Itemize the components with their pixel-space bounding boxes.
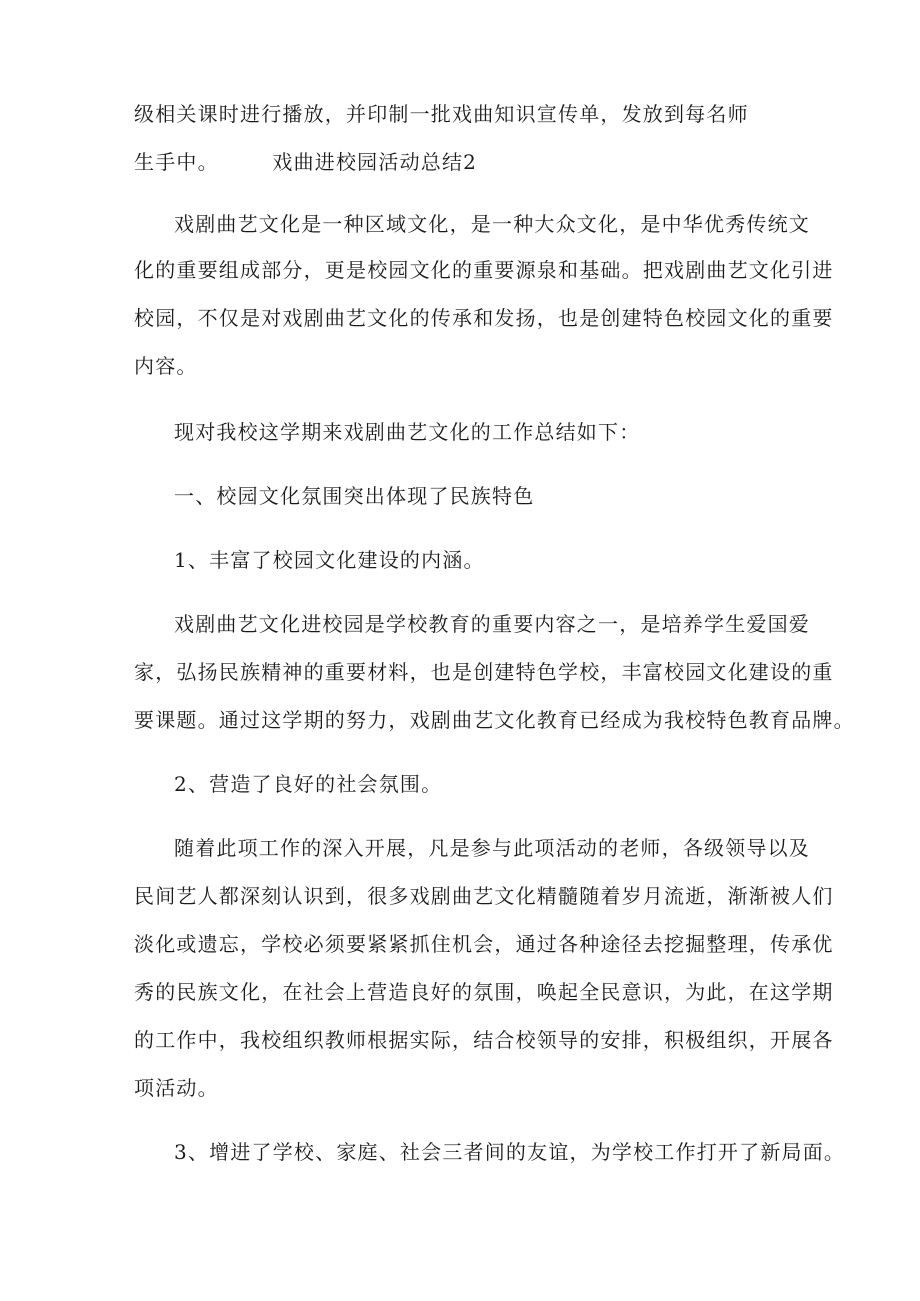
intro-line-2: 化的重要组成部分，更是校园文化的重要源泉和基础。把戏剧曲艺文化引进 [134,258,834,282]
part-one-heading: 一、校园文化氛围突出体现了民族特色 [174,484,535,508]
carryover-line-2-text: 生手中。 [134,150,219,174]
carryover-line-1: 级相关课时进行播放，并印制一批戏曲知识宣传单，发放到每名师 [134,102,749,126]
item-2-line-1: 随着此项工作的深入开展，凡是参与此项活动的老师，各级领导以及 [174,836,810,860]
item-1-heading: 1、丰富了校园文化建设的内涵。 [174,548,485,572]
intro-line-1: 戏剧曲艺文化是一种区域文化，是一种大众文化，是中华优秀传统文 [174,212,810,236]
carryover-line-2 [134,148,477,176]
item-2-line-6: 项活动。 [134,1076,219,1100]
item-2-line-3: 淡化或遗忘，学校必须要紧紧抓住机会，通过各种途径去挖掘整理，传承优 [134,932,834,956]
section-title: 戏曲进校园活动总结2 [272,150,478,174]
intro-line-4: 内容。 [134,354,198,378]
summary-lead: 现对我校这学期来戏剧曲艺文化的工作总结如下： [174,420,641,444]
item-2-line-5: 的工作中，我校组织教师根据实际，结合校领导的安排，积极组织，开展各 [134,1028,834,1052]
item-1-line-1: 戏剧曲艺文化进校园是学校教育的重要内容之一，是培养学生爱国爱 [174,612,810,636]
item-2-line-2: 民间艺人都深刻认识到，很多戏剧曲艺文化精髓随着岁月流逝，渐渐被人们 [134,884,834,908]
item-1-line-3: 要课题。通过这学期的努力，戏剧曲艺文化教育已经成为我校特色教育品牌。 [134,708,855,732]
item-1-line-2: 家，弘扬民族精神的重要材料，也是创建特色学校，丰富校园文化建设的重 [134,660,834,684]
item-2-heading: 2、营造了良好的社会氛围。 [174,772,443,796]
item-3-heading: 3、增进了学校、家庭、社会三者间的友谊，为学校工作打开了新局面。 [174,1140,846,1164]
intro-line-3: 校园，不仅是对戏剧曲艺文化的传承和发扬，也是创建特色校园文化的重要 [134,306,834,330]
item-2-line-4: 秀的民族文化，在社会上营造良好的氛围，唤起全民意识，为此，在这学期 [134,980,834,1004]
